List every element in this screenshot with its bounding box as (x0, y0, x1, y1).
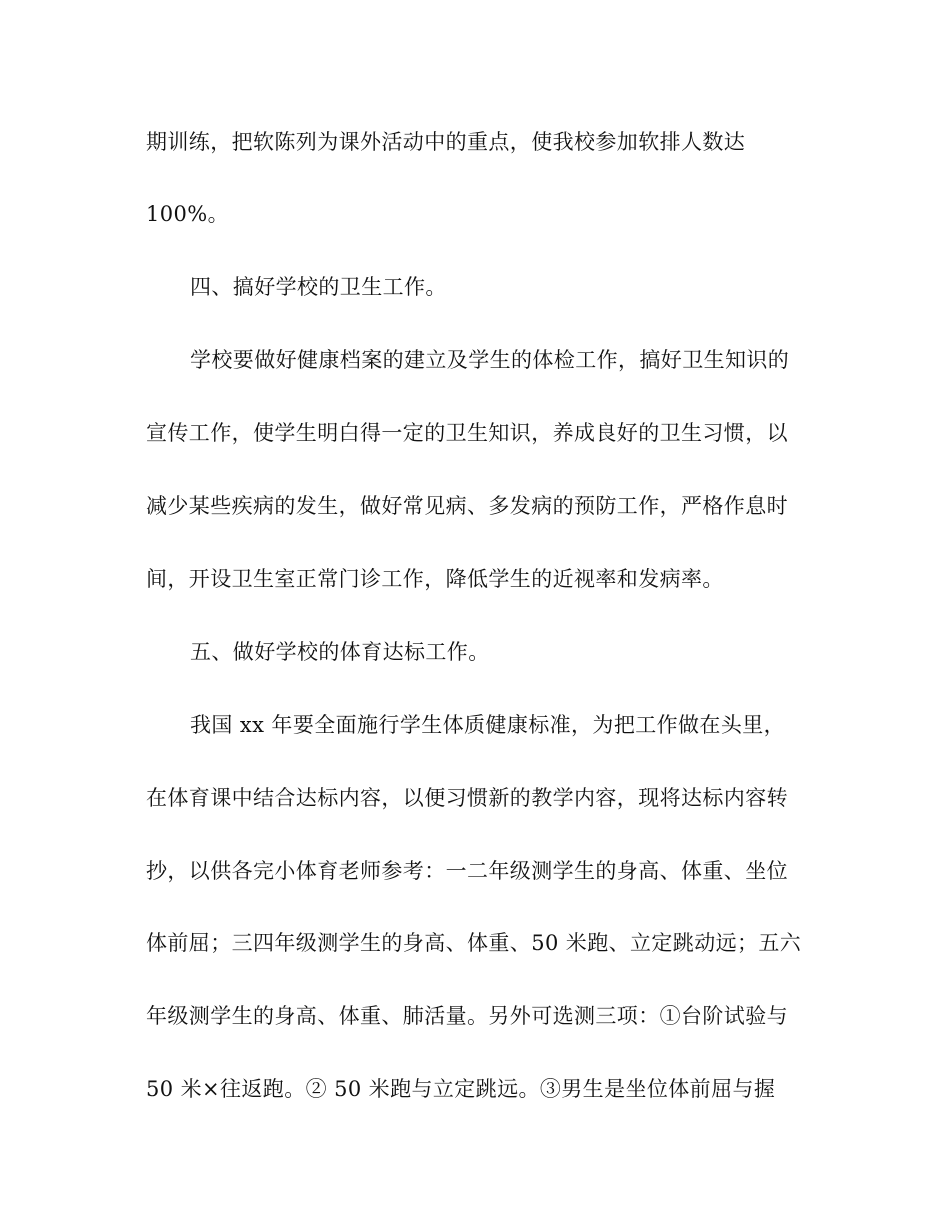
paragraph-line: 100%。 (146, 202, 230, 226)
paragraph-line: 宣传工作，使学生明白得一定的卫生知识，养成良好的卫生习惯，以 (146, 421, 788, 445)
section-heading: 五、做好学校的体育达标工作。 (190, 640, 490, 664)
section-heading: 四、搞好学校的卫生工作。 (190, 275, 447, 299)
paragraph-line: 我国 xx 年要全面施行学生体质健康标准，为把工作做在头里， (190, 713, 786, 737)
paragraph-line: 抄，以供各完小体育老师参考：一二年级测学生的身高、体重、坐位 (146, 859, 788, 883)
paragraph-line: 学校要做好健康档案的建立及学生的体检工作，搞好卫生知识的 (190, 348, 790, 372)
paragraph-line: 减少某些疾病的发生，做好常见病、多发病的预防工作，严格作息时 (146, 494, 788, 518)
paragraph-line: 期训练，把软陈列为课外活动中的重点，使我校参加软排人数达 (146, 130, 746, 154)
paragraph-line: 体前屈；三四年级测学生的身高、体重、50 米跑、立定跳动远；五六 (146, 931, 802, 955)
paragraph-line: 间，开设卫生室正常门诊工作，降低学生的近视率和发病率。 (146, 567, 724, 591)
paragraph-line: 年级测学生的身高、体重、肺活量。另外可选测三项：①台阶试验与 (146, 1004, 788, 1028)
paragraph-line: 在体育课中结合达标内容，以便习惯新的教学内容，现将达标内容转 (146, 786, 788, 810)
paragraph-line: 50 米×往返跑。② 50 米跑与立定跳远。③男生是坐位体前屈与握 (146, 1077, 776, 1101)
